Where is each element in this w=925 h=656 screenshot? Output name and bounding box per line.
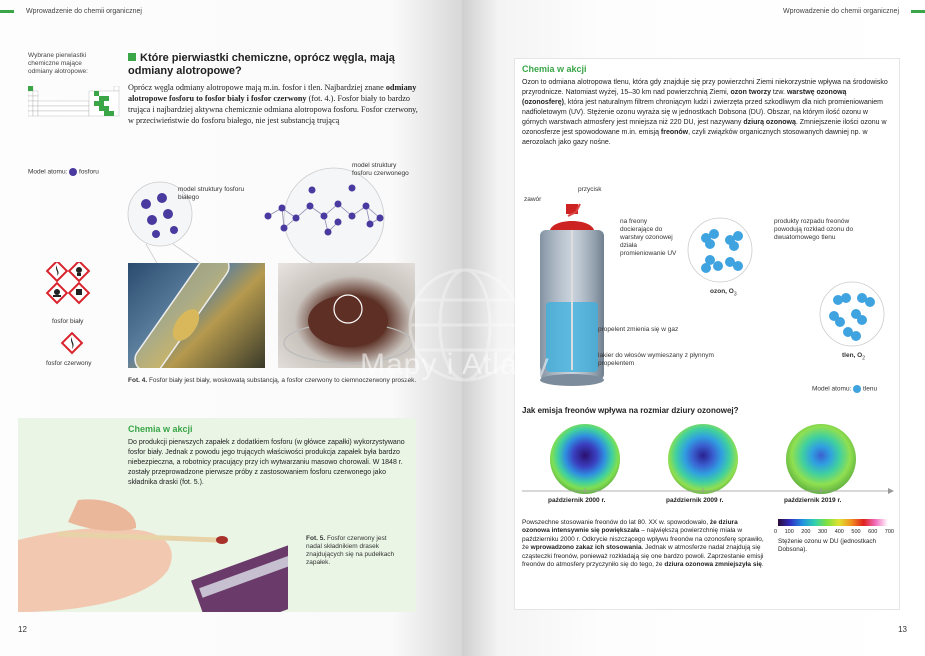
match-hand-illustration: [18, 470, 288, 612]
propellant-label: propelent zmienia się w gaz: [598, 326, 679, 333]
section-heading: Które pierwiastki chemiczne, oprócz węgla, mają odmiany alotropowe?: [128, 52, 395, 77]
valve-label: zawór: [524, 196, 542, 203]
oxygen-label: tlen, $O_2$: [842, 352, 866, 362]
scale-caption: Stężenie ozonu w DU (jednostkach Dobsona).: [778, 538, 877, 553]
page-number-right: 13: [898, 625, 907, 634]
red-structure-label: model struktury fosforu czerwonego: [352, 162, 409, 177]
atom-model-legend: Model atomu: fosforu: [28, 168, 99, 176]
timeline-axis: [522, 485, 894, 497]
cia-title: Chemia w akcji: [128, 424, 193, 434]
periodic-table-thumbnail: [28, 86, 120, 124]
globe-label-2000: październik 2000 r.: [548, 497, 606, 504]
question-title: Jak emisja freonów wpływa na rozmiar dziury ozonowej?: [522, 406, 739, 415]
ozone-label: ozon, $O_3$: [710, 288, 737, 298]
globe-2019: [786, 424, 856, 494]
ozone-color-scale: [778, 519, 888, 526]
white-structure-label: model struktury fosforu białego: [178, 186, 245, 201]
photo4-caption: Fot. 4. Fosfor biały jest biały, woskowatą substancją, a fosfor czerwony to ciemnoczerwony proszek.: [128, 377, 417, 384]
oxygen-molecules: [812, 276, 892, 350]
ozone-box-title: Chemia w akcji: [522, 64, 587, 74]
white-phosphorus-label: fosfor biały: [52, 318, 84, 325]
products-label: produkty rozpadu freonów powodują rozkład ozonu do dwuatomowego tlenu: [774, 218, 854, 241]
red-phosphorus-label: fosfor czerwony: [46, 360, 92, 367]
oxygen-atom-legend: Model atomu: tlenu: [812, 385, 878, 393]
flame-hazard-icon: [58, 332, 86, 358]
cia-text: Do produkcji pierwszych zapałek z dodatkiem fosforu (w główce zapałki) wykorzystywano fosfor biały. Jednak z powodu jego trujących właściwości produkcja zapałek była bardzo niebezpieczna, a robotnicy pracujący przy ich wytwarzaniu masowo chorowali. W 1848 r. zostały przeprowadzone pierwsze próby z zastosowaniem fosforu czerwonego jako składnika draski (fot. 5.).: [128, 439, 405, 486]
button-label: przycisk: [578, 186, 602, 193]
photo5-caption: Fot. 5. Fosfor czerwony jest nadal składnikiem drasek znajdujących się na pudełkach zapałek.: [306, 535, 395, 566]
test-tube-illustration: [128, 263, 265, 368]
sidebar-caption: Wybrane pierwiastki chemiczne mające odmiany alotropowe:: [28, 52, 88, 75]
globe-2009: [668, 424, 738, 494]
ozone-text: Ozon to odmiana alotropowa tlenu, która gdy znajduje się przy powierzchni Ziemi niekorzystnie wpływa na środowisko przyrodnicze. Natomiast wyżej, 15–30 km nad powierzchnią Ziemi, ozon tworzy tzw. warstwę ozonową (ozonosferę), która jest naturalnym filtrem chroniącym ludzi i zwierzęta przed szkodliwym dla nich promieniowaniem nadfioletowym (UV). Stężenie ozonu wyraża się w jednostkach Dobsona (DU). Obszar, na którym ilość ozonu w górnych warstwach atmosfery jest mniejsza niż 220 DU, jest nazywany dziurą ozonową. Zmniejszenie ilości ozonu w ozonosferze jest spowodowane m.in. emisją freonów, czyli związków organicznych stosowanych dawniej np. w aerozolach jako gazy nośne.: [522, 79, 888, 146]
page-number-left: 12: [18, 625, 27, 634]
phosphorus-atom-icon: [69, 168, 77, 176]
globe-2000: [550, 424, 620, 494]
scale-ticks: 0 100 200 300 400 500 600 700: [774, 529, 894, 535]
white-phosphorus-photo: [128, 263, 265, 368]
green-square-icon: [128, 53, 136, 61]
bottom-text: Powszechne stosowanie freonów do lat 80. XX w. spowodowało, że dziura ozonowa intensywnie się powiększała – największą powierzchnię miała w październiku 2000 r. Odkrycie niszczącego wpływu freonów na ozonosferę sprawiło, że wprowadzono zakaz ich stosowania. Jednak w atmosferze nadal znajdują się cząsteczki freonów, ponieważ rozkładają się one bardzo powoli. Zaprzestanie emisji freonów do atmosfery przyczyniło się do tego, że dziura ozonowa zmniejszyła się.: [522, 519, 764, 569]
watermark-text: Mapy i Atlasy: [360, 348, 550, 381]
ozone-molecules: [680, 212, 760, 286]
section-tag: Wprowadzenie do chemii organicznej: [26, 8, 142, 15]
globe-label-2019: październik 2019 r.: [784, 497, 842, 504]
section-bar: [0, 10, 14, 13]
hazard-pictograms-white: [44, 262, 100, 312]
globe-label-2009: październik 2009 r.: [666, 497, 724, 504]
freons-label: na freony docierające do warstwy ozonowej działa promieniowanie UV: [620, 218, 677, 257]
body-text: Oprócz węgla odmiany alotropowe mają m.in. fosfor i tlen. Najbardziej znane odmiany alotropowe fosforu to fosfor biały i fosfor czerwony (fot. 4.). Fosfor biały to bardzo trująca i najbardziej aktywna chemicznie odmiana alotropowa fosforu. Fosfor czerwony, w przeciwieństwie do fosforu białego, nie jest substancją trującą: [128, 83, 418, 125]
section-bar-right: [911, 10, 925, 13]
lacquer-label: lakier do włosów wymieszany z płynnym propelentem: [598, 352, 714, 367]
section-tag-right: Wprowadzenie do chemii organicznej: [783, 8, 899, 15]
oxygen-atom-icon: [853, 385, 861, 393]
